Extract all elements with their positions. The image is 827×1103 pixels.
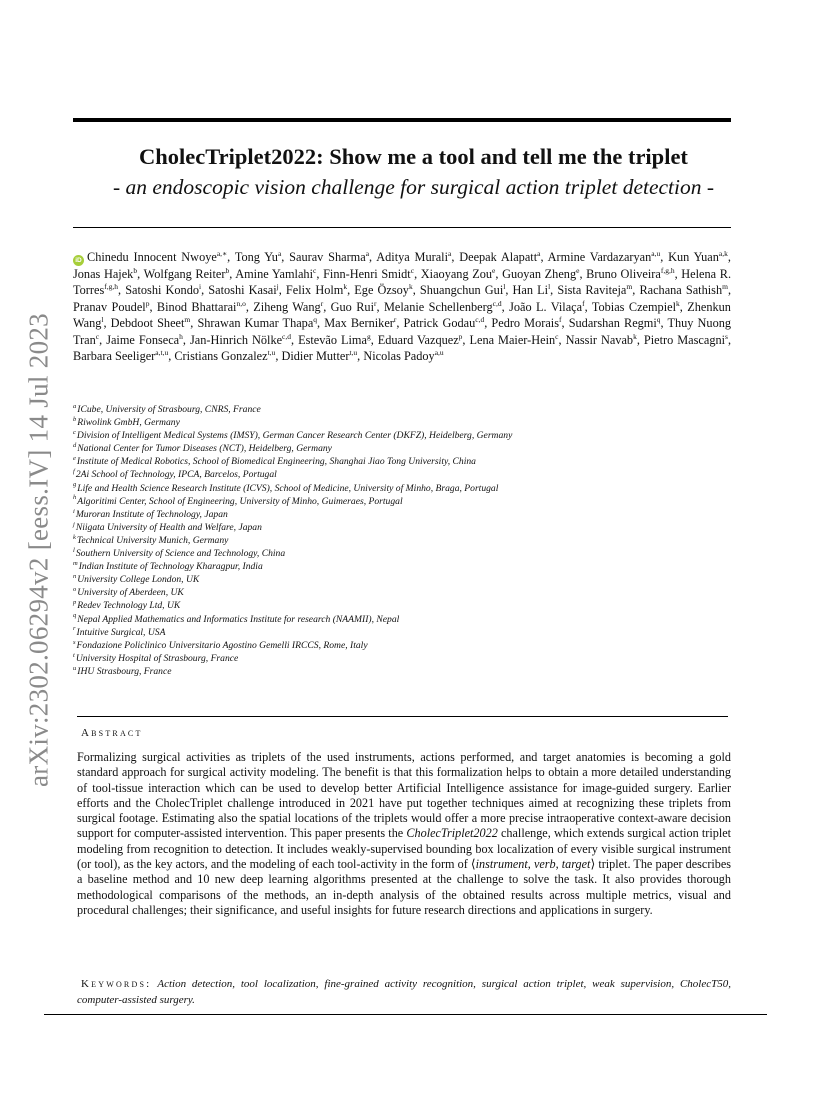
affiliation-text: Institute of Medical Robotics, School of Biomedical Engineering, Shanghai Jiao Tong University, China xyxy=(76,456,476,468)
author xyxy=(420,283,505,297)
author xyxy=(548,250,661,264)
affiliation-key: q xyxy=(73,612,77,620)
author-name: Saurav Sharma xyxy=(289,250,366,264)
affiliation-list xyxy=(73,403,731,678)
author-name: Lena Maier-Hein xyxy=(469,332,556,347)
author-name: Chinedu Innocent Nwoye xyxy=(87,250,217,264)
author xyxy=(286,283,347,297)
author-affiliation-marker: j xyxy=(276,282,279,292)
arxiv-stamp xyxy=(24,300,54,800)
affiliation-item xyxy=(73,442,731,455)
author-affiliation-marker: i xyxy=(199,282,202,292)
author-affiliation-marker: r xyxy=(393,315,397,325)
author xyxy=(491,316,561,330)
abstract-heading: Abstract xyxy=(81,727,143,739)
author xyxy=(376,250,451,264)
author-affiliation-marker: b xyxy=(133,265,138,275)
author xyxy=(354,283,412,297)
affiliation-text: Technical University Munich, Germany xyxy=(76,534,229,546)
author-affiliation-marker: n,o xyxy=(236,298,246,308)
author xyxy=(502,267,579,281)
affiliation-text: Division of Intelligent Medical Systems (IMSY), German Cancer Research Center (DKFZ), Heidelberg, Germany xyxy=(76,430,513,442)
affiliation-key: o xyxy=(73,586,77,594)
affiliation-key: u xyxy=(73,664,77,672)
author-affiliation-marker: q xyxy=(656,315,661,325)
affiliation-item xyxy=(73,508,731,521)
author-affiliation-marker: s xyxy=(725,331,728,341)
author xyxy=(253,300,323,314)
author-affiliation-marker: k xyxy=(408,282,413,292)
author-name: Amine Yamlahi xyxy=(235,267,313,281)
affiliation-item xyxy=(73,626,731,639)
author xyxy=(509,300,585,314)
author xyxy=(384,300,502,314)
author-affiliation-marker: q xyxy=(313,315,318,325)
author-affiliation-marker: m xyxy=(626,282,633,292)
affiliation-key: n xyxy=(73,573,77,581)
author xyxy=(639,283,728,297)
author-affiliation-marker: c xyxy=(95,331,100,341)
author-name: Xiaoyang Zou xyxy=(420,267,493,281)
author xyxy=(125,283,201,297)
author-name: Ege Özsoy xyxy=(354,283,409,298)
affiliation-key: g xyxy=(73,481,77,489)
author-affiliation-marker: k xyxy=(343,282,348,292)
keywords xyxy=(77,976,731,1008)
author-affiliation-marker: a,u xyxy=(434,347,444,357)
affiliation-item xyxy=(73,665,731,678)
author-name: Tong Yu xyxy=(234,250,278,264)
author xyxy=(421,267,496,281)
author-affiliation-marker: r xyxy=(374,298,377,308)
author-name: Sista Raviteja xyxy=(557,283,627,298)
affiliation-item xyxy=(73,468,731,481)
author-name: Pedro Morais xyxy=(491,316,560,331)
author-affiliation-marker: m xyxy=(184,315,191,325)
affiliation-text: University College London, UK xyxy=(77,574,200,586)
affiliation-item xyxy=(73,586,731,599)
author-affiliation-marker: a xyxy=(448,248,452,258)
author-name: Jan-Hinrich Nölke xyxy=(189,332,283,347)
affiliation-item xyxy=(73,599,731,612)
affiliation-key: s xyxy=(73,638,76,646)
author-affiliation-marker: p xyxy=(458,331,463,341)
author-affiliation-marker: l xyxy=(503,282,506,292)
author xyxy=(557,283,632,297)
affiliation-text: Indian Institute of Technology Kharagpur, India xyxy=(78,561,263,573)
bottom-rule xyxy=(44,1014,767,1015)
author-name: Armine Vardazaryan xyxy=(547,250,652,264)
affiliation-text: University Hospital of Strasbourg, France xyxy=(75,652,239,664)
affiliation-text: Riwolink GmbH, Germany xyxy=(77,417,180,429)
author xyxy=(324,316,396,330)
author-name: Didier Mutter xyxy=(281,349,350,364)
author-affiliation-marker: a xyxy=(277,248,282,258)
orcid-icon[interactable]: iD xyxy=(73,255,84,266)
author-affiliation-marker: m xyxy=(722,282,728,292)
author-name: Deepak Alapatt xyxy=(459,250,538,264)
affiliation-key: b xyxy=(73,415,77,423)
author-name: Felix Holm xyxy=(285,283,344,298)
author-name: Nicolas Padoy xyxy=(363,349,435,364)
author-name: Tobias Czempiel xyxy=(591,299,676,314)
author-name: Patrick Godau xyxy=(403,316,476,331)
author-name: Shrawan Kumar Thapa xyxy=(197,316,314,331)
author-name: Max Berniker xyxy=(324,316,394,331)
author-affiliation-marker: f xyxy=(582,298,585,308)
author-name: Thuy Nuong Tran xyxy=(73,316,732,347)
author xyxy=(668,250,728,264)
abstract-emphasis-challenge: CholecTriplet2022 xyxy=(406,826,498,841)
author xyxy=(73,250,227,264)
abstract-part-2: challenge, which extends surgical action triplet modeling from recognition to detection. It includes weakly-supervised bounding box localization of every visible surgical instrument (or tool), as the key actors, and the modeling of each tool-activity in the form of ⟨ xyxy=(77,826,732,872)
author-affiliation-marker: e xyxy=(492,265,496,275)
affiliation-key: t xyxy=(73,651,75,659)
affiliation-text: Southern University of Science and Technology, China xyxy=(75,548,286,560)
paper-title: CholecTriplet2022: Show me a tool and tell me the triplet xyxy=(139,144,688,169)
author xyxy=(144,267,230,281)
author-name: Barbara Seeliger xyxy=(73,349,156,364)
author-affiliation-marker: c xyxy=(555,331,559,341)
author-affiliation-marker: t,u xyxy=(267,347,276,357)
affiliation-key: h xyxy=(73,494,77,502)
abstract-emphasis-triplet: instrument, verb, target xyxy=(475,857,591,872)
author-affiliation-marker: k xyxy=(633,331,637,341)
author-affiliation-marker: f,g,h xyxy=(104,282,118,292)
author-name: Zhenkun Wang xyxy=(73,299,731,331)
author xyxy=(111,316,191,330)
author-affiliation-marker: f xyxy=(559,315,562,325)
author-affiliation-marker: a,∗ xyxy=(216,248,228,258)
affiliation-key: a xyxy=(73,402,77,410)
author xyxy=(459,250,540,264)
affiliation-item xyxy=(73,547,731,560)
affiliation-item xyxy=(73,521,731,534)
author xyxy=(569,316,661,330)
author xyxy=(592,300,680,314)
author-name: Estevão Lima xyxy=(298,332,367,347)
author xyxy=(73,300,149,314)
author-name: Han Li xyxy=(512,283,549,298)
author-affiliation-marker: l xyxy=(548,282,551,292)
author-name: Aditya Murali xyxy=(376,250,448,264)
affiliation-text: Redev Technology Ltd, UK xyxy=(77,600,181,612)
paper-subtitle: - an endoscopic vision challenge for surgical action triplet detection - xyxy=(112,175,715,199)
author-affiliation-marker: c,d xyxy=(282,331,292,341)
affiliation-text: ICube, University of Strasbourg, CNRS, France xyxy=(77,404,261,415)
author-affiliation-marker: c,d xyxy=(492,298,502,308)
abstract-part-1: Formalizing surgical activities as triplets of the used instruments, actions performed, and target anatomies is becoming a gold standard approach for surgical activity modeling. The benefit is that this formalization helps to obtain a more detailed understanding of tool-tissue interaction which can be used to develop better Artificial Intelligence assistance for image-guided surgery. Earlier efforts and the CholecTriplet challenge introduced in 2021 have put together techniques aimed at recognizing these triplets from surgical footage. Estimating also the spatial locations of the triplets would offer a more precise intraoperative context-aware decision support for computer-assisted intervention. This paper presents the xyxy=(77,750,731,841)
affiliation-text: National Center for Tumor Diseases (NCT), Heidelberg, Germany xyxy=(77,443,332,455)
author-name: Eduard Vazquez xyxy=(377,332,459,347)
title-rule xyxy=(73,227,731,228)
affiliation-key: f xyxy=(73,468,75,476)
affiliation-item xyxy=(73,573,731,586)
affiliation-text: IHU Strasbourg, France xyxy=(77,665,172,677)
author xyxy=(586,267,674,281)
affiliation-item xyxy=(73,639,731,652)
arxiv-stamp-text: arXiv:2302.06294v2 [eess.IV] 14 Jul 2023 xyxy=(23,313,54,787)
author-affiliation-marker: c xyxy=(313,265,317,275)
abstract-rule xyxy=(77,716,728,717)
author-affiliation-marker: e xyxy=(576,265,580,275)
author-name: Guo Rui xyxy=(330,299,374,314)
affiliation-text: University of Aberdeen, UK xyxy=(77,587,184,599)
author xyxy=(513,283,551,297)
author-name: Guoyan Zheng xyxy=(502,267,577,281)
author-name: Ziheng Wang xyxy=(253,299,321,314)
author-name: Binod Bhattarai xyxy=(156,299,237,314)
author-name: Jonas Hajek xyxy=(73,267,134,281)
author xyxy=(208,283,278,297)
author-affiliation-marker: k xyxy=(676,298,680,308)
affiliation-key: r xyxy=(73,625,76,633)
author-name: Cristians Gonzalez xyxy=(174,349,268,364)
author-name: Sudarshan Regmi xyxy=(568,316,657,331)
affiliation-text: Nepal Applied Mathematics and Informatics Institute for research (NAAMII), Nepal xyxy=(77,613,400,625)
affiliation-item xyxy=(73,429,731,442)
author xyxy=(281,349,357,363)
affiliation-item xyxy=(73,482,731,495)
author-affiliation-marker: l xyxy=(101,315,104,325)
author-name: Satoshi Kasai xyxy=(208,283,277,298)
author xyxy=(235,267,316,281)
author-affiliation-marker: p xyxy=(145,298,150,308)
affiliation-item xyxy=(73,613,731,626)
author-name: Rachana Sathish xyxy=(639,283,723,298)
keywords-heading: Keywords: xyxy=(81,978,152,990)
affiliation-item xyxy=(73,495,731,508)
author xyxy=(190,333,291,347)
author xyxy=(106,333,183,347)
author xyxy=(378,333,463,347)
author-affiliation-marker: c,d xyxy=(475,315,485,325)
author-name: Satoshi Kondo xyxy=(125,283,199,298)
author-affiliation-marker: a,k xyxy=(718,248,728,258)
author xyxy=(323,267,414,281)
top-rule xyxy=(73,118,731,122)
author xyxy=(566,333,637,347)
affiliation-key: e xyxy=(73,455,76,463)
author-affiliation-marker: a xyxy=(537,248,541,258)
affiliation-item xyxy=(73,560,731,573)
affiliation-item xyxy=(73,403,731,416)
author-name: Shuangchun Gui xyxy=(419,283,504,298)
author-name: Jaime Fonseca xyxy=(106,332,180,347)
author-affiliation-marker: a,t,u xyxy=(155,347,169,357)
abstract-part-3: ⟩ triplet. The paper describes a baseline method and 10 new deep learning algorithms presented at the challenge to solve the task. It also provides thorough methodological comparisons of the methods, an in-depth analysis of the obtained results across multiple metrics, visual and procedural challenges; their significance, and useful insights for future research directions and applications in surgery. xyxy=(77,857,732,917)
author-affiliation-marker: r xyxy=(320,298,324,308)
author-name: Melanie Schellenberg xyxy=(383,299,493,314)
affiliation-key: m xyxy=(73,559,78,567)
author xyxy=(73,349,168,363)
author-affiliation-marker: g xyxy=(366,331,371,341)
affiliation-text: Fondazione Policlinico Universitario Agostino Gemelli IRCCS, Rome, Italy xyxy=(76,639,368,651)
author xyxy=(157,300,246,314)
author-name: Debdoot Sheet xyxy=(110,316,185,331)
author xyxy=(298,333,371,347)
affiliation-text: 2Ai School of Technology, IPCA, Barcelos, Portugal xyxy=(75,469,277,481)
author-affiliation-marker: t,u xyxy=(349,347,358,357)
author xyxy=(197,316,317,330)
affiliation-text: Intuitive Surgical, USA xyxy=(76,626,166,638)
abstract-text xyxy=(77,750,731,918)
author-name: Finn-Henri Smidt xyxy=(323,267,411,281)
author-affiliation-marker: f,g,h xyxy=(660,265,675,275)
affiliation-text: Algoritimi Center, School of Engineering, University of Minho, Guimeraes, Portugal xyxy=(77,495,403,507)
author-affiliation-marker: a,u xyxy=(651,248,661,258)
author xyxy=(235,250,281,264)
author-name: Pietro Mascagni xyxy=(643,332,726,347)
affiliation-key: p xyxy=(73,599,77,607)
author xyxy=(404,316,485,330)
keywords-text: Action detection, tool localization, fine-grained activity recognition, surgical action triplet, weak supervision, CholecT50, computer-assisted surgery. xyxy=(77,978,731,1007)
author-affiliation-marker: a xyxy=(365,248,370,258)
author-affiliation-marker: c xyxy=(410,265,415,275)
author-name: Pranav Poudel xyxy=(73,299,146,314)
affiliation-key: k xyxy=(73,533,76,541)
affiliation-item xyxy=(73,416,731,429)
affiliation-item xyxy=(73,455,731,468)
author xyxy=(363,349,443,363)
author-name: Helena R. Torres xyxy=(73,267,732,298)
author-affiliation-marker: b xyxy=(225,265,230,275)
affiliation-item xyxy=(73,534,731,547)
affiliation-key: j xyxy=(73,520,75,528)
affiliation-key: l xyxy=(73,546,75,554)
affiliation-key: c xyxy=(73,429,76,436)
author-name: Wolfgang Reiter xyxy=(143,267,226,281)
author xyxy=(73,267,137,281)
affiliation-item xyxy=(73,652,731,665)
author-name: João L. Vilaça xyxy=(509,299,583,314)
author xyxy=(174,349,275,363)
affiliation-text: Niigata University of Health and Welfare, Japan xyxy=(75,521,262,533)
author-name: Kun Yuan xyxy=(668,250,719,264)
affiliation-text: Life and Health Science Research Institute (ICVS), School of Medicine, University of Minho, Braga, Portugal xyxy=(77,482,499,494)
affiliation-key: d xyxy=(73,442,77,450)
affiliation-text: Muroran Institute of Technology, Japan xyxy=(75,508,228,520)
affiliation-key: i xyxy=(73,507,75,515)
author-affiliation-marker: h xyxy=(179,331,183,341)
author xyxy=(331,300,377,314)
author-name: Bruno Oliveira xyxy=(586,267,661,281)
author xyxy=(289,250,369,264)
author xyxy=(469,333,558,347)
author-list: iD Chinedu Innocent Nwoye$^{a,∗}$, Tong Yu$^a$, Saurav Sharma$^a$, Aditya Murali$^a$, Deepak Alapatt$^a$, Armine Vardazaryan$^{a,u}$, Kun Yuan$^{a,k}$, Jonas Hajek$^b$, Wolfgang Reiter$^b$, Amine Yamlahi$^c$, Finn-Henri Smidt$^c$, Xiaoyang Zou$^e$, Guoyan Zheng$^e$, Bruno Oliveira$^{f,g,h}$, Helena R. Torres$^{f,g,h}$, Satoshi Kondo$^i$, Satoshi Kasai$^j$, Felix Holm$^k$, Ege Özsoy$^k$, Shuangchun Gui$^l$, Han Li$^l$, Sista Raviteja$^m$, Rachana Sathish$^m$, Pranav Poudel$^p$, Binod Bhattarai$^{n,o}$, Ziheng Wang$^r$, Guo Rui$^r$, Melanie Schellenberg$^{c,d}$, João L. Vilaça$^f$, Tobias Czempiel$^k$, Zhenkun Wang$^l$, Debdoot Sheet$^m$, Shrawan Kumar Thapa$^q$, Max Berniker$^r$, Patrick Godau$^{c,d}$, Pedro Morais$^f$, Sudarshan Regmi$^q$, Thuy Nuong Tran$^c$, Jaime Fonseca$^h$, Jan-Hinrich Nölke$^{c,d}$, Estevão Lima$^g$, Eduard Vazquez$^p$, Lena Maier-Hein$^c$, Nassir Navab$^k$, Pietro Mascagni$^s$, Barbara Seeliger$^{a,t,u}$, Cristians Gonzalez$^{t,u}$, Didier Mutter$^{t,u}$, Nicolas Padoy$^{a,u}$ xyxy=(73,248,732,364)
author-name: Nassir Navab xyxy=(565,332,634,347)
author xyxy=(644,333,728,347)
